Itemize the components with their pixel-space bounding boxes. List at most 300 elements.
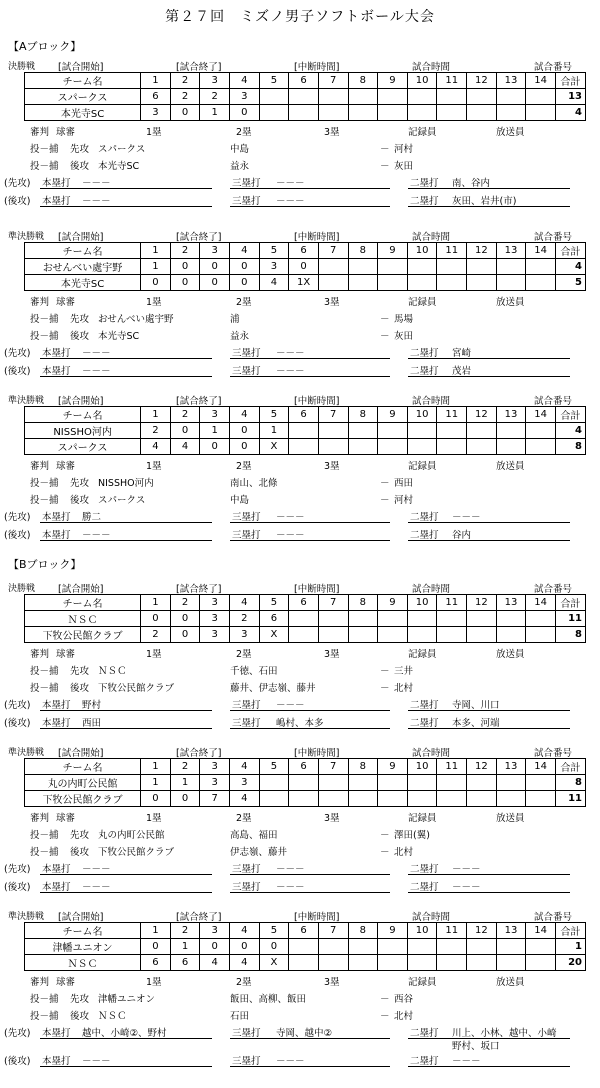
- triple-names: －－－: [276, 864, 305, 875]
- battery-line: [0, 139, 600, 156]
- hits-line: [0, 343, 600, 360]
- inning-header: 11: [437, 759, 467, 775]
- inning-score: 3: [200, 775, 230, 791]
- inning-score: [318, 439, 348, 455]
- inning-score: X: [259, 439, 289, 455]
- battery-team-name: ＮＳＣ: [98, 666, 127, 677]
- catcher-names: 西田: [394, 478, 414, 489]
- triple-underline: [230, 728, 390, 729]
- inning-header: 3: [200, 759, 230, 775]
- home-run-names: 越中、小崎②、野村: [82, 1028, 167, 1039]
- recorder-label: 記録員: [408, 813, 437, 824]
- attack-order-label: 先攻: [70, 830, 90, 841]
- attack-order-label: 先攻: [70, 478, 90, 489]
- inning-header: 1: [141, 73, 171, 89]
- inning-score: [318, 259, 348, 275]
- inning-score: 3: [230, 775, 260, 791]
- chief-umpire-label: 球審: [56, 813, 76, 824]
- inning-header: 6: [289, 759, 319, 775]
- team-name: ＮＳＣ: [25, 955, 141, 971]
- inning-score: [526, 611, 556, 627]
- pitcher-names: 飯田、高柳、飯田: [230, 994, 307, 1005]
- round-label: 準決勝戦: [8, 232, 45, 242]
- inning-score: 0: [141, 275, 171, 291]
- battery-dash: －: [380, 161, 390, 172]
- double-label: 二塁打: [410, 196, 439, 207]
- second-base-umpire-label: 2塁: [236, 649, 252, 660]
- first-base-umpire-label: 1塁: [146, 461, 162, 472]
- inning-header: 1: [141, 923, 171, 939]
- team-column-header: チーム名: [25, 923, 141, 939]
- attack-side-label: (後攻): [4, 1056, 31, 1067]
- double-label: 二塁打: [410, 864, 439, 875]
- umpire-label: 審判: [30, 813, 50, 824]
- hits-line: [0, 361, 600, 378]
- attack-side-label: (先攻): [4, 348, 31, 359]
- inning-score: [318, 939, 348, 955]
- inning-header: 6: [289, 407, 319, 423]
- pitcher-names: 中島: [230, 144, 250, 155]
- attack-side-label: (後攻): [4, 366, 31, 377]
- inning-header: 13: [496, 759, 526, 775]
- team-name: スパークス: [25, 439, 141, 455]
- battery-dash: －: [380, 1011, 390, 1022]
- triple-names: －－－: [276, 178, 305, 189]
- triple-names: －－－: [276, 530, 305, 541]
- end-label: [試合終了]: [176, 232, 222, 243]
- umpire-line: [0, 808, 600, 825]
- score-header-row: [25, 243, 586, 259]
- inning-score: [526, 627, 556, 643]
- inning-score: [526, 955, 556, 971]
- inning-header: 5: [259, 595, 289, 611]
- hits-line: [0, 713, 600, 730]
- triple-label: 三塁打: [232, 882, 261, 893]
- inning-score: [437, 939, 467, 955]
- inning-score: 0: [200, 939, 230, 955]
- home-run-underline: [40, 892, 212, 893]
- inning-score: [348, 791, 378, 807]
- battery-label: 投－捕: [30, 830, 59, 841]
- battery-dash: －: [380, 994, 390, 1005]
- announcer-label: 放送員: [496, 977, 525, 988]
- inning-score: [496, 439, 526, 455]
- announcer-label: 放送員: [496, 297, 525, 308]
- inning-header: 8: [348, 595, 378, 611]
- pause-label: [中断時間]: [294, 62, 340, 73]
- inning-header: 14: [526, 595, 556, 611]
- inning-score: 3: [230, 627, 260, 643]
- attack-side-label: (後攻): [4, 530, 31, 541]
- triple-underline: [230, 540, 390, 541]
- inning-header: 10: [407, 923, 437, 939]
- inning-score: [496, 627, 526, 643]
- triple-names: －－－: [276, 196, 305, 207]
- battery-line: [0, 678, 600, 695]
- inning-header: 7: [318, 923, 348, 939]
- double-underline: [408, 892, 570, 893]
- inning-header: 8: [348, 759, 378, 775]
- first-base-umpire-label: 1塁: [146, 649, 162, 660]
- inning-score: [437, 775, 467, 791]
- triple-names: －－－: [276, 512, 305, 523]
- score-table: [24, 758, 586, 807]
- recorder-label: 記録員: [408, 297, 437, 308]
- triple-underline: [230, 874, 390, 875]
- triple-names: 嶋村、本多: [276, 718, 324, 729]
- triple-label: 三塁打: [232, 196, 261, 207]
- inning-score: [526, 939, 556, 955]
- inning-header: 5: [259, 407, 289, 423]
- inning-score: [467, 627, 497, 643]
- triple-label: 三塁打: [232, 178, 261, 189]
- inning-score: 6: [141, 955, 171, 971]
- triple-underline: [230, 376, 390, 377]
- inning-score: [496, 775, 526, 791]
- double-names: 宮崎: [452, 348, 472, 359]
- inning-score: [348, 611, 378, 627]
- team-column-header: チーム名: [25, 595, 141, 611]
- inning-score: [378, 89, 408, 105]
- inning-score: [378, 939, 408, 955]
- duration-label: 試合時間: [412, 232, 451, 243]
- inning-score: [348, 775, 378, 791]
- game-record: [0, 744, 600, 893]
- inning-score: [348, 955, 378, 971]
- start-label: [試合開始]: [58, 396, 104, 407]
- inning-score: [289, 439, 319, 455]
- home-run-label: 本塁打: [42, 864, 71, 875]
- inning-score: 2: [170, 89, 200, 105]
- inning-score: [437, 955, 467, 971]
- inning-header: 2: [170, 407, 200, 423]
- inning-header: 2: [170, 73, 200, 89]
- start-label: [試合開始]: [58, 912, 104, 923]
- double-label: 二塁打: [410, 700, 439, 711]
- score-header-row: [25, 759, 586, 775]
- duration-label: 試合時間: [412, 912, 451, 923]
- pause-label: [中断時間]: [294, 584, 340, 595]
- inning-score: [289, 611, 319, 627]
- battery-dash: －: [380, 666, 390, 677]
- triple-label: 三塁打: [232, 700, 261, 711]
- game-number-label: 試合番号: [534, 62, 573, 73]
- inning-score: 0: [289, 259, 319, 275]
- attack-side-label: (先攻): [4, 178, 31, 189]
- inning-score: [437, 611, 467, 627]
- score-table: [24, 406, 586, 455]
- double-underline: [408, 540, 570, 541]
- inning-score: 1: [170, 939, 200, 955]
- inning-score: [467, 439, 497, 455]
- battery-label: 投－捕: [30, 331, 59, 342]
- game-number-label: 試合番号: [534, 748, 573, 759]
- battery-label: 投－捕: [30, 1011, 59, 1022]
- inning-header: 14: [526, 759, 556, 775]
- pause-label: [中断時間]: [294, 912, 340, 923]
- inning-header: 12: [467, 243, 497, 259]
- duration-label: 試合時間: [412, 748, 451, 759]
- double-underline: [408, 728, 570, 729]
- battery-team-name: 津幡ユニオン: [98, 994, 156, 1005]
- umpire-label: 審判: [30, 649, 50, 660]
- inning-score: 2: [200, 89, 230, 105]
- round-label: 準決勝戦: [8, 912, 45, 922]
- inning-score: [437, 105, 467, 121]
- inning-header: 4: [230, 759, 260, 775]
- team-name: 下牧公民館クラブ: [25, 627, 141, 643]
- home-run-underline: [40, 376, 212, 377]
- third-base-umpire-label: 3塁: [324, 297, 340, 308]
- inning-header: 10: [407, 73, 437, 89]
- inning-score: [407, 611, 437, 627]
- inning-score: [378, 775, 408, 791]
- pitcher-names: 伊志嶺、藤井: [230, 847, 288, 858]
- game-number-label: 試合番号: [534, 912, 573, 923]
- inning-header: 3: [200, 407, 230, 423]
- attack-order-label: 後攻: [70, 847, 90, 858]
- triple-underline: [230, 206, 390, 207]
- end-label: [試合終了]: [176, 584, 222, 595]
- game-record: [0, 392, 600, 541]
- team-score-row: [25, 955, 586, 971]
- inning-score: 0: [170, 423, 200, 439]
- inning-score: [378, 423, 408, 439]
- inning-score: [348, 423, 378, 439]
- total-score: 1: [555, 939, 585, 955]
- inning-score: 1: [259, 423, 289, 439]
- umpire-line: [0, 122, 600, 139]
- home-run-underline: [40, 522, 212, 523]
- battery-label: 投－捕: [30, 847, 59, 858]
- battery-team-name: 下牧公民館クラブ: [98, 847, 175, 858]
- inning-score: 4: [170, 439, 200, 455]
- hits-line: [0, 859, 600, 876]
- inning-header: 8: [348, 923, 378, 939]
- battery-team-name: おせんべい處宇野: [98, 314, 174, 325]
- pitcher-names: 千徳、石田: [230, 666, 278, 677]
- home-run-names: －－－: [82, 196, 111, 207]
- battery-team-name: スパークス: [98, 144, 146, 155]
- double-names: 茂岩: [452, 366, 472, 377]
- catcher-names: 北村: [394, 683, 414, 694]
- umpire-line: [0, 456, 600, 473]
- end-label: [試合終了]: [176, 748, 222, 759]
- double-names: 寺岡、川口: [452, 700, 500, 711]
- inning-score: 0: [170, 105, 200, 121]
- team-name: 丸の内町公民館: [25, 775, 141, 791]
- home-run-underline: [40, 710, 212, 711]
- score-header-row: [25, 595, 586, 611]
- double-names: －－－: [452, 1056, 481, 1067]
- battery-dash: －: [380, 314, 390, 325]
- inning-header: 12: [467, 759, 497, 775]
- team-name: スパークス: [25, 89, 141, 105]
- triple-label: 三塁打: [232, 1056, 261, 1067]
- inning-header: 5: [259, 243, 289, 259]
- game-number-label: 試合番号: [534, 584, 573, 595]
- attack-order-label: 先攻: [70, 144, 90, 155]
- double-label: 二塁打: [410, 530, 439, 541]
- inning-score: [348, 259, 378, 275]
- team-score-row: [25, 423, 586, 439]
- double-names: 谷内: [452, 530, 472, 541]
- inning-score: 0: [230, 939, 260, 955]
- attack-side-label: (先攻): [4, 700, 31, 711]
- inning-score: 0: [170, 259, 200, 275]
- battery-team-name: 本光寺SC: [98, 161, 140, 172]
- inning-score: [289, 955, 319, 971]
- inning-score: 3: [259, 259, 289, 275]
- home-run-names: －－－: [82, 178, 111, 189]
- score-table: [24, 922, 586, 971]
- catcher-names: 河村: [394, 495, 414, 506]
- home-run-names: －－－: [82, 348, 111, 359]
- home-run-names: －－－: [82, 366, 111, 377]
- recorder-label: 記録員: [408, 977, 437, 988]
- pitcher-names: 高島、福田: [230, 830, 278, 841]
- total-score: 11: [555, 791, 585, 807]
- battery-dash: －: [380, 478, 390, 489]
- inning-header: 4: [230, 407, 260, 423]
- inning-header: 5: [259, 73, 289, 89]
- home-run-label: 本塁打: [42, 196, 71, 207]
- inning-score: [437, 439, 467, 455]
- inning-score: [526, 275, 556, 291]
- start-label: [試合開始]: [58, 62, 104, 73]
- inning-score: 1: [141, 259, 171, 275]
- inning-score: [407, 775, 437, 791]
- double-names: 南、谷内: [452, 178, 491, 189]
- inning-score: [407, 791, 437, 807]
- inning-score: [467, 423, 497, 439]
- inning-score: [318, 955, 348, 971]
- recorder-label: 記録員: [408, 127, 437, 138]
- triple-names: －－－: [276, 700, 305, 711]
- inning-score: 0: [200, 275, 230, 291]
- double-names: －－－: [452, 512, 481, 523]
- inning-header: 12: [467, 407, 497, 423]
- inning-score: 0: [200, 259, 230, 275]
- inning-score: [259, 791, 289, 807]
- inning-header: 7: [318, 595, 348, 611]
- game-header: [0, 58, 600, 72]
- pitcher-names: 南山、北條: [230, 478, 278, 489]
- page-title: 第２７回 ミズノ男子ソフトボール大会: [165, 9, 435, 25]
- end-label: [試合終了]: [176, 62, 222, 73]
- team-column-header: チーム名: [25, 73, 141, 89]
- announcer-label: 放送員: [496, 127, 525, 138]
- double-names: 灰田、岩井(市): [452, 196, 517, 207]
- battery-label: 投－捕: [30, 161, 59, 172]
- triple-label: 三塁打: [232, 512, 261, 523]
- umpire-line: [0, 644, 600, 661]
- inning-score: 1: [200, 423, 230, 439]
- inning-header: 5: [259, 923, 289, 939]
- inning-score: [407, 627, 437, 643]
- inning-header: 14: [526, 243, 556, 259]
- home-run-label: 本塁打: [42, 366, 71, 377]
- attack-order-label: 先攻: [70, 314, 90, 325]
- hits-line: [0, 877, 600, 894]
- inning-header: 5: [259, 759, 289, 775]
- battery-line: [0, 326, 600, 343]
- inning-score: [348, 939, 378, 955]
- inning-header: 2: [170, 759, 200, 775]
- inning-score: 2: [141, 627, 171, 643]
- battery-line: [0, 1006, 600, 1023]
- chief-umpire-label: 球審: [56, 297, 76, 308]
- inning-score: [467, 775, 497, 791]
- triple-names: －－－: [276, 366, 305, 377]
- inning-score: [378, 105, 408, 121]
- inning-header: 9: [378, 923, 408, 939]
- triple-names: 寺岡、越中②: [276, 1028, 333, 1039]
- battery-dash: －: [380, 144, 390, 155]
- game-header: [0, 744, 600, 758]
- inning-score: 0: [200, 439, 230, 455]
- total-score: 11: [555, 611, 585, 627]
- inning-header: 13: [496, 407, 526, 423]
- inning-score: 7: [200, 791, 230, 807]
- inning-score: [259, 89, 289, 105]
- team-score-row: [25, 775, 586, 791]
- battery-dash: －: [380, 847, 390, 858]
- home-run-names: 西田: [82, 718, 102, 729]
- first-base-umpire-label: 1塁: [146, 297, 162, 308]
- inning-header: 2: [170, 243, 200, 259]
- hits-line: [0, 507, 600, 524]
- third-base-umpire-label: 3塁: [324, 813, 340, 824]
- inning-header: 10: [407, 595, 437, 611]
- team-name: 本光寺SC: [25, 105, 141, 121]
- catcher-names: 三井: [394, 666, 414, 677]
- triple-underline: [230, 522, 390, 523]
- triple-label: 三塁打: [232, 366, 261, 377]
- triple-names: －－－: [276, 1056, 305, 1067]
- inning-header: 11: [437, 73, 467, 89]
- inning-score: 3: [230, 89, 260, 105]
- inning-score: [289, 775, 319, 791]
- inning-header: 13: [496, 595, 526, 611]
- inning-score: [467, 955, 497, 971]
- double-names: 本多、河端: [452, 718, 500, 729]
- inning-header: 9: [378, 407, 408, 423]
- battery-line: [0, 309, 600, 326]
- inning-score: [348, 275, 378, 291]
- home-run-label: 本塁打: [42, 700, 71, 711]
- inning-score: [467, 275, 497, 291]
- inning-score: [496, 275, 526, 291]
- chief-umpire-label: 球審: [56, 649, 76, 660]
- inning-header: 10: [407, 407, 437, 423]
- total-score: 8: [555, 627, 585, 643]
- attack-order-label: 先攻: [70, 994, 90, 1005]
- double-names: －－－: [452, 882, 481, 893]
- score-header-row: [25, 73, 586, 89]
- inning-score: [289, 105, 319, 121]
- home-run-underline: [40, 188, 212, 189]
- triple-underline: [230, 1066, 390, 1067]
- triple-label: 三塁打: [232, 718, 261, 729]
- inning-header: 6: [289, 923, 319, 939]
- battery-label: 投－捕: [30, 994, 59, 1005]
- double-label: 二塁打: [410, 1056, 439, 1067]
- inning-score: 4: [141, 439, 171, 455]
- inning-score: [496, 939, 526, 955]
- inning-score: 1: [141, 775, 171, 791]
- start-label: [試合開始]: [58, 584, 104, 595]
